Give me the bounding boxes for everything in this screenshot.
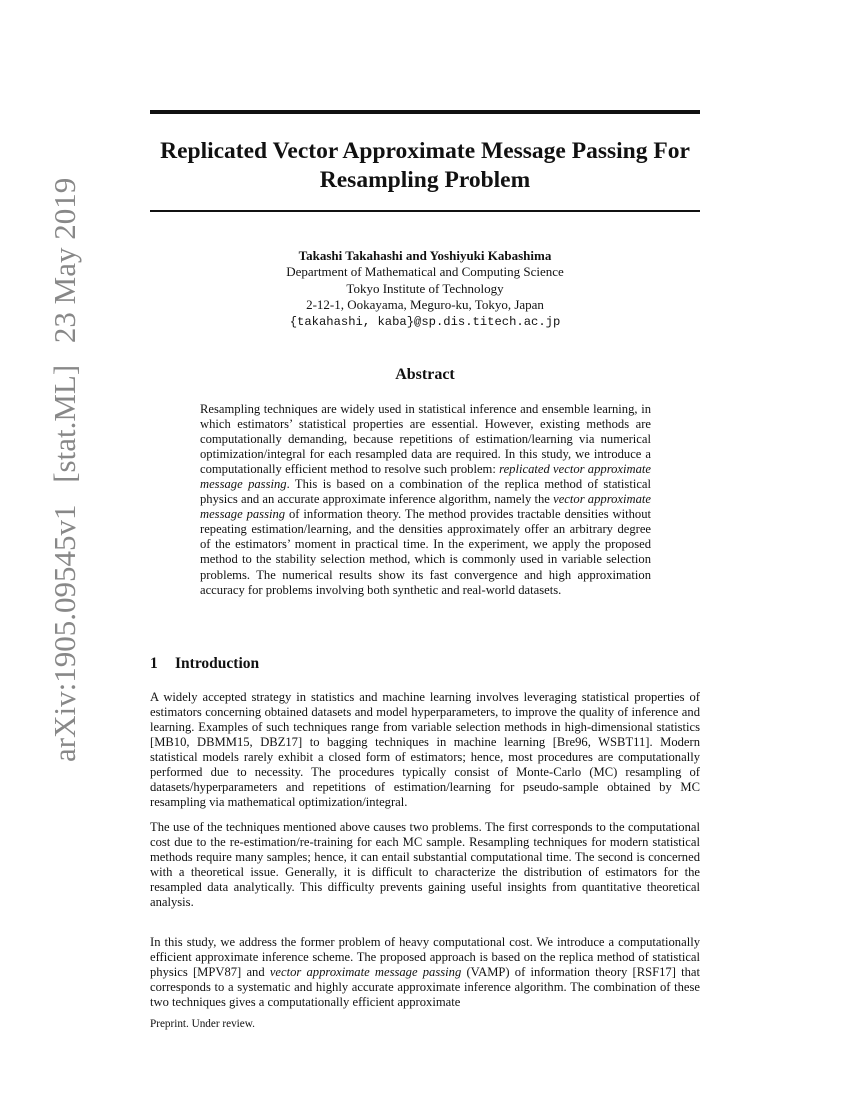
intro-paragraph-3-part-1: In this study, we address the former problem of heavy computational cost. We introduce a computationally efficient approximate inference scheme. The proposed approach is based on the replica method of statistical physics [MPV87] and: [150, 935, 700, 980]
author-email: {takahashi, kaba}@sp.dis.titech.ac.jp: [289, 314, 561, 329]
abstract-heading: Abstract: [395, 366, 455, 383]
abstract-emphasis-2: vector approximate message passing: [200, 492, 651, 522]
title-top-rule: [150, 110, 700, 114]
abstract-emphasis-1: replicated vector approximate message passing: [200, 462, 652, 492]
title-bottom-rule: [150, 210, 700, 212]
author-names: Takashi Takahashi and Yoshiyuki Kabashima: [298, 248, 552, 263]
intro-paragraph-3-part-2: (VAMP) of information theory [RSF17] that corresponds to a systematic and highly accurate approximate inference algorithm. The combination of these two techniques gives a computationally efficient approximate: [150, 965, 700, 1010]
author-block: [150, 248, 700, 330]
intro-paragraph-1: A widely accepted strategy in statistics and machine learning involves leveraging statistical properties of estimators concerning obtained datasets and model hyperparameters, to improve the quality of inference and learning. Examples of such techniques range from variable selection methods in high-dimensional statistics [MB10, DBMM15, DBZ17] to bagging techniques in machine learning [Bre96, WSBT11]. Modern statistical models rarely exhibit a closed form of estimators; hence, most procedures are computationally performed due to necessity. The procedures typically consist of Monte-Carlo (MC) resampling of datasets/hyperparameters and repetitions of estimation/learning for pseudo-sample obtained by MC resampling via mathematical optimization/integral.: [150, 690, 700, 810]
paper-title: [150, 137, 700, 195]
title-line-2: Resampling Problem: [319, 167, 531, 193]
section-heading: [150, 655, 259, 673]
author-address: 2-12-1, Ookayama, Meguro-ku, Tokyo, Japan: [306, 297, 544, 313]
intro-paragraph-3-emphasis: vector approximate message passing: [269, 965, 462, 980]
intro-paragraph-3: [150, 935, 700, 1010]
section-number: 1: [150, 655, 158, 672]
author-institute: Tokyo Institute of Technology: [346, 280, 504, 296]
abstract-part-2: . This is based on a combination of the replica method of statistical physics and an accurate approximate inference algorithm, namely the: [200, 477, 651, 507]
arxiv-sidebar: [45, 177, 85, 762]
arxiv-category: [stat.ML]: [47, 364, 82, 483]
abstract-part-1: Resampling techniques are widely used in statistical inference and ensemble learning, in which estimators’ statistical properties are essential. However, existing methods are computationally demanding, because repetitions of estimation/learning via numerical optimization/integral for each resampled data are required. In this study, we introduce a computationally efficient method to resolve such problem:: [200, 402, 651, 477]
arxiv-id: arXiv:1905.09545v1: [47, 504, 82, 762]
abstract-text: [200, 402, 651, 598]
intro-paragraph-2: The use of the techniques mentioned above causes two problems. The first corresponds to the computational cost due to the re-estimation/re-training for each MC sample. Resampling techniques for modern statistical methods require many samples; hence, it can entail substantial computational time. The second is concerned with a theoretical issue. Generally, it is difficult to characterize the distribution of estimators for the resampled data analytically. This difficulty prevents gaining useful insights from quantitative theoretical analysis.: [150, 820, 700, 910]
abstract-part-3: of information theory. The method provides tractable densities without repeating estimation/learning, and the densities approximately offer an arbitrary degree of the estimators’ moment in practical time. In the experiment, we apply the proposed method to the stability selection method, which is commonly used in variable selection problems. The numerical results show its fast convergence and high approximation accuracy for problems involving both synthetic and real-world datasets.: [200, 507, 651, 597]
arxiv-date: 23 May 2019: [47, 177, 82, 344]
author-department: Department of Mathematical and Computing Science: [286, 264, 564, 280]
section-title: Introduction: [175, 655, 260, 672]
preprint-footer: Preprint. Under review.: [150, 1018, 255, 1030]
title-line-1: Replicated Vector Approximate Message Passing For: [160, 138, 690, 164]
